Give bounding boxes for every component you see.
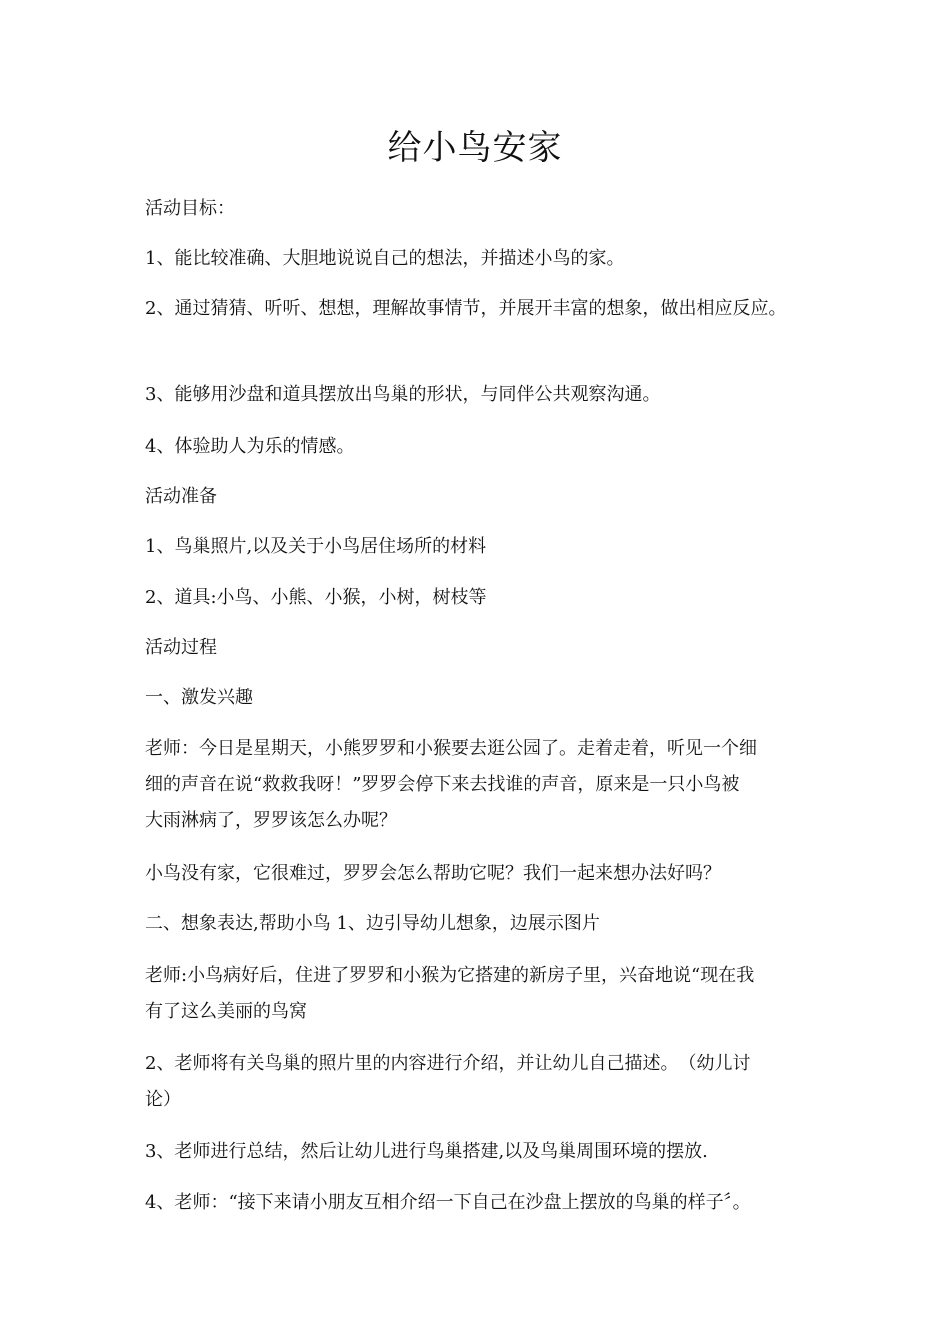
paragraph-line: 4、老师：“接下来请小朋友互相介绍一下自己在沙盘上摆放的鸟巢的样子〞。	[145, 1192, 751, 1213]
paragraph-line: 论）	[145, 1089, 181, 1110]
heading-activity-goals: 活动目标：	[145, 198, 235, 219]
preparation-item-2: 2、道具:小鸟、小熊、小猴，小树，树枝等	[145, 587, 487, 608]
document-title: 给小鸟安家	[387, 128, 563, 168]
paragraph-line: 小鸟没有家，它很难过，罗罗会怎么帮助它呢？我们一起来想办法好吗？	[145, 863, 721, 884]
paragraph-line: 细的声音在说“救救我呀！”罗罗会停下来去找谁的声音，原来是一只小鸟被	[145, 774, 740, 795]
process-step-2-heading: 二、想象表达,帮助小鸟 1、边引导幼儿想象，边展示图片	[145, 913, 600, 934]
paragraph-line: 有了这么美丽的鸟窝	[145, 1001, 307, 1022]
heading-activity-process: 活动过程	[145, 637, 217, 658]
preparation-item-1: 1、鸟巢照片,以及关于小鸟居住场所的材料	[145, 536, 487, 557]
paragraph-line: 老师：今日是星期天，小熊罗罗和小猴要去逛公园了。走着走着，听见一个细	[145, 738, 757, 759]
process-step-1-heading: 一、激发兴趣	[145, 687, 253, 708]
heading-activity-preparation: 活动准备	[145, 486, 217, 507]
paragraph-line: 大雨淋病了，罗罗该怎么办呢？	[145, 810, 397, 831]
goal-item-4: 4、体验助人为乐的情感。	[145, 436, 355, 457]
goal-item-1: 1、能比较准确、大胆地说说自己的想法，并描述小鸟的家。	[145, 248, 625, 269]
paragraph-line: 老师:小鸟病好后，住进了罗罗和小猴为它搭建的新房子里，兴奋地说“现在我	[145, 965, 755, 986]
paragraph-line: 3、老师进行总结，然后让幼儿进行鸟巢搭建,以及鸟巢周围环境的摆放.	[145, 1141, 708, 1162]
goal-item-2: 2、通过猜猜、听听、想想，理解故事情节，并展开丰富的想象，做出相应反应。	[145, 298, 787, 319]
goal-item-3: 3、能够用沙盘和道具摆放出鸟巢的形状，与同伴公共观察沟通。	[145, 384, 661, 405]
paragraph-line: 2、老师将有关鸟巢的照片里的内容进行介绍，并让幼儿自己描述。 （幼儿讨	[145, 1053, 751, 1074]
